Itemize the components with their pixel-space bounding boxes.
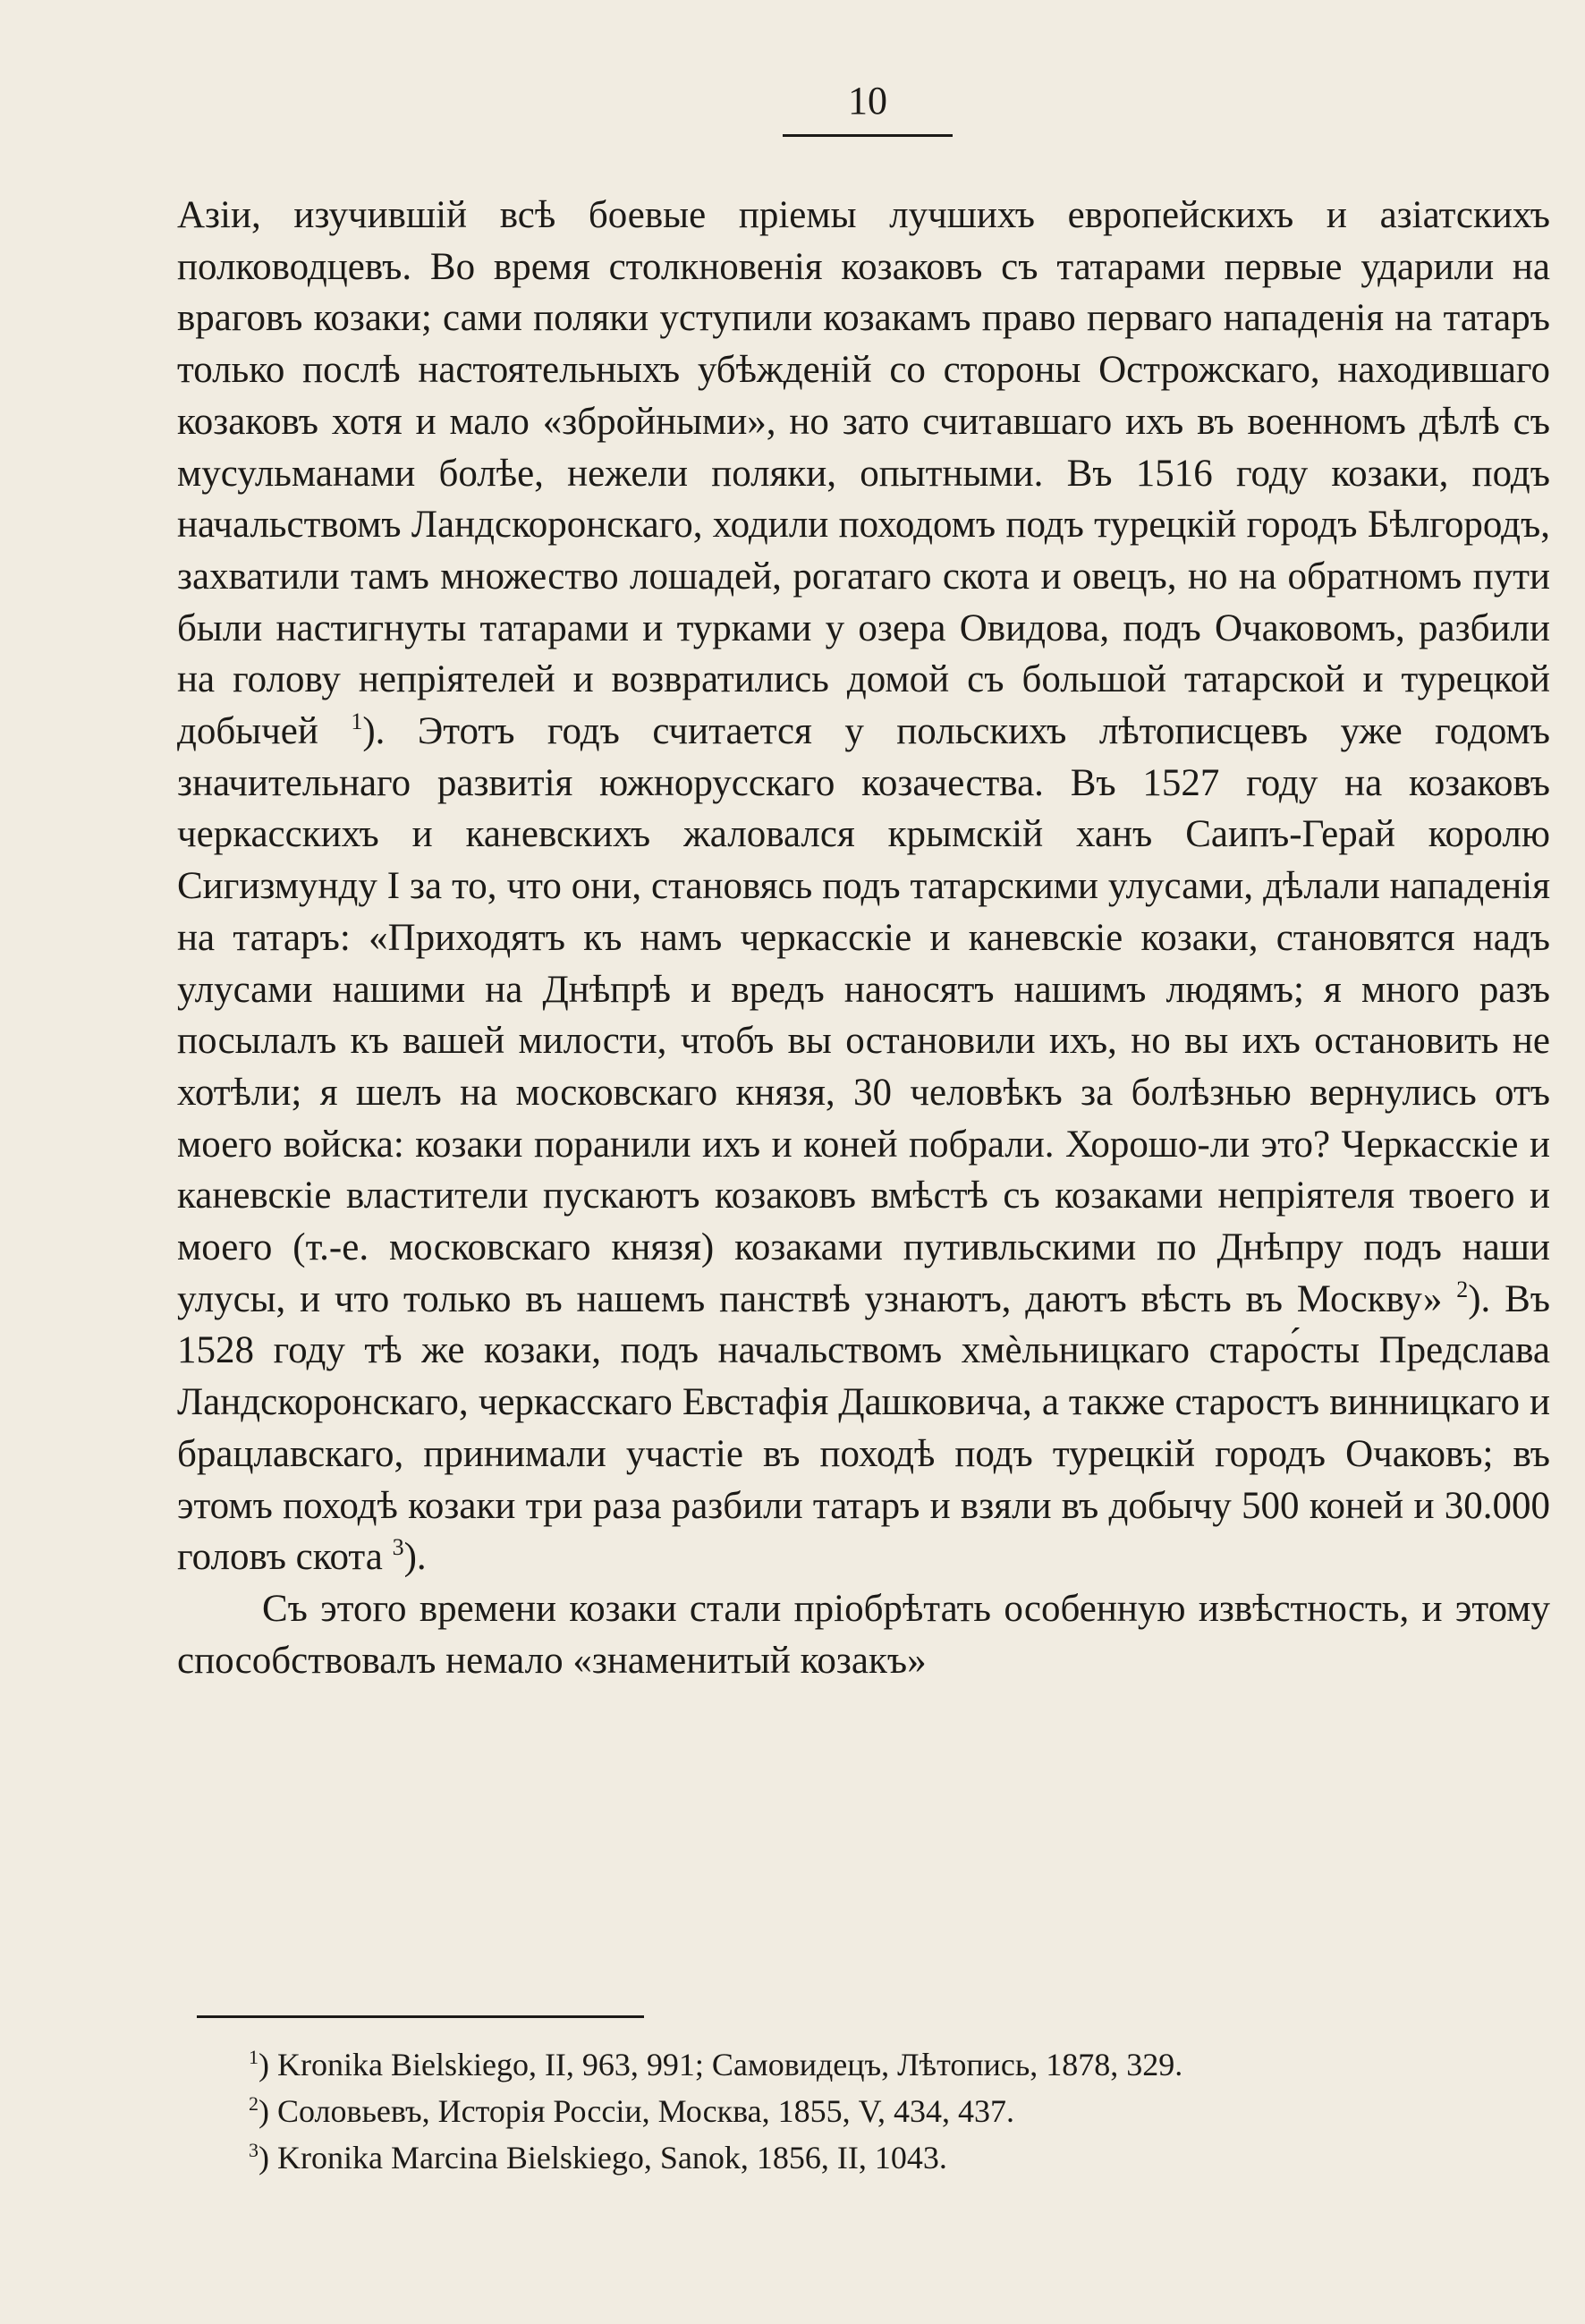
footnote-text: ) Kronika Bielskiego, II, 963, 991; Самовидецъ, Лѣтопись, 1878, 329. bbox=[259, 2047, 1183, 2082]
paragraph-1-text-d: ). bbox=[403, 1536, 427, 1579]
footnote-marker: 2 bbox=[249, 2092, 259, 2115]
footnote-reference-1[interactable]: 1 bbox=[351, 708, 363, 735]
footnote-1 bbox=[249, 2041, 1546, 2088]
footnote-2 bbox=[249, 2088, 1546, 2134]
footnote-text: ) Kronika Marcina Bielskiego, Sanok, 1856, II, 1043. bbox=[259, 2140, 947, 2176]
footnote-3 bbox=[249, 2134, 1546, 2181]
page-number: 10 bbox=[848, 79, 887, 123]
footnote-reference-2[interactable]: 2 bbox=[1456, 1276, 1469, 1302]
paragraph-1 bbox=[177, 190, 1550, 1583]
body-text bbox=[177, 190, 1550, 1686]
paragraph-1-text-c: ). Въ 1528 году тѣ же козаки, подъ начальствомъ хмѐльницкаго старо́сты Предслава Ландскоронскаго, черкасскаго Евстафія Дашковича, а также старостъ винницкаго и брацлавскаго, принимали участіе въ походѣ подъ турецкій городъ Очаковъ; въ этомъ походѣ козаки три раза разбили татаръ и взяли въ добычу 500 коней и 30.000 головъ скота bbox=[177, 1277, 1550, 1579]
footnote-rule bbox=[197, 2015, 644, 2018]
paragraph-1-text-b: ). Этотъ годъ считается у польскихъ лѣтописцевъ уже годомъ значительнаго развитія южнорусскаго козачества. Въ 1527 году на козаковъ черкасскихъ и каневскихъ жаловался крымскій ханъ Саипъ-Герай королю Сигизмунду I за то, что они, становясь подъ татарскими улусами, дѣлали нападенія на татаръ: «Приходятъ къ намъ черкасскіе и каневскіе козаки, становятся надъ улусами нашими на Днѣпрѣ и вредъ наносятъ нашимъ людямъ; я много разъ посылалъ къ вашей милости, чтобъ вы остановили ихъ, но вы ихъ остановить не хотѣли; я шелъ на московскаго князя, 30 человѣкъ за болѣзнью вернулись отъ моего войска: козаки поранили ихъ и коней побрали. Хорошо-ли это? Черкасскіе и каневскіе властители пускаютъ козаковъ вмѣстѣ съ козаками непріятеля твоего и моего (т.-е. московскаго князя) козаками путивльскими по Днѣпру подъ наши улусы, и что только въ нашемъ панствѣ узнаютъ, даютъ вѣсть въ Москву» bbox=[177, 710, 1550, 1320]
footnote-text: ) Соловьевъ, Исторія Россіи, Москва, 1855, V, 434, 437. bbox=[259, 2093, 1014, 2129]
footnote-reference-3[interactable]: 3 bbox=[392, 1534, 404, 1561]
footnotes bbox=[249, 2041, 1546, 2181]
header-rule bbox=[783, 134, 953, 137]
paragraph-1-text-a: Азіи, изучившій всѣ боевые пріемы лучшихъ европейскихъ и азіатскихъ полководцевъ. Во время столкновенія козаковъ съ татарами первые ударили на враговъ козаки; сами поляки уступили козакамъ право перваго нападенія на татаръ только послѣ настоятельныхъ убѣжденій со стороны Острожскаго, находившаго козаковъ хотя и мало «збройными», но зато считавшаго ихъ въ военномъ дѣлѣ съ мусульманами болѣе, нежели поляки, опытными. Въ 1516 году козаки, подъ начальствомъ Ландскоронскаго, ходили походомъ подъ турецкій городъ Бѣлгородъ, захватили тамъ множество лошадей, рогатаго скота и овецъ, но на обратномъ пути были настигнуты татарами и турками у озера Овидова, подъ Очаковомъ, разбили на голову непріятелей и возвратились домой съ большой татарской и турецкой добычей bbox=[177, 194, 1550, 753]
paragraph-2: Съ этого времени козаки стали пріобрѣтать особенную извѣстность, и этому способствовалъ немало «знаменитый козакъ» bbox=[177, 1587, 1550, 1682]
footnote-marker: 1 bbox=[249, 2046, 259, 2068]
footnote-marker: 3 bbox=[249, 2139, 259, 2161]
